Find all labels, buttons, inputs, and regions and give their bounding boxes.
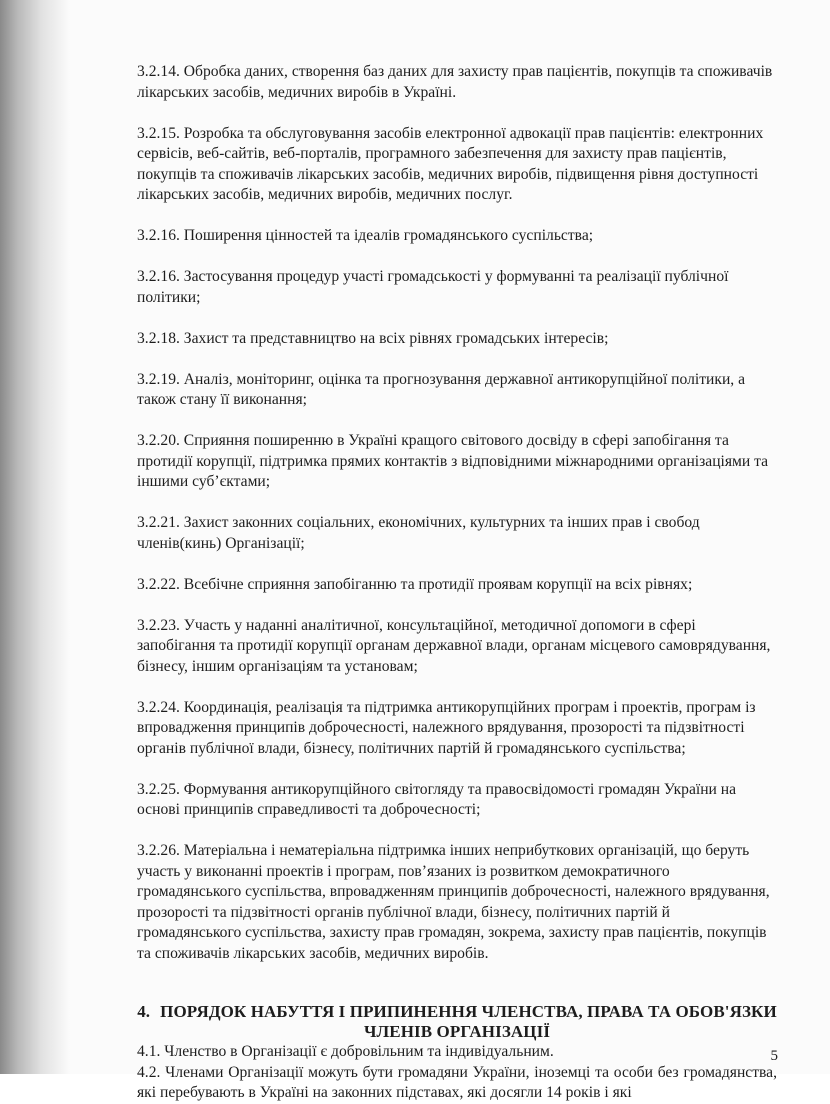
clause-3-2-14 bbox=[137, 62, 777, 103]
clause-text: Формування антикорупційного світогляду та правосвідомості громадян України на основі принципів справедливості та доброчесності; bbox=[137, 780, 737, 818]
clause-number: 4.2. bbox=[137, 1063, 161, 1081]
clause-3-2-26 bbox=[137, 841, 777, 964]
clause-text: Сприяння поширенню в Україні кращого світового досвіду в сфері запобігання та протидії корупції, підтримка прямих контактів з відповідними міжнародними організаціями та іншими суб’єктами; bbox=[137, 432, 769, 490]
clause-number: 3.2.16. bbox=[137, 227, 180, 244]
clause-text: Координація, реалізація та підтримка антикорупційних програм і проектів, програм із впровадження принципів доброчесності, належного врядування, прозорості та підзвітності органів публічної влади, бізнесу, політичних партій й громадянського суспільства; bbox=[137, 698, 756, 757]
scan-shadow-edge bbox=[0, 0, 70, 1074]
clause-number: 3.2.21. bbox=[137, 514, 180, 531]
clause-3-2-23 bbox=[137, 616, 777, 678]
clause-4-1 bbox=[137, 1042, 777, 1063]
clause-text: Поширення цінностей та ідеалів громадянського суспільства; bbox=[183, 227, 594, 244]
clause-3-2-20 bbox=[137, 431, 777, 493]
section-title-text: ПОРЯДОК НАБУТТЯ І ПРИПИНЕННЯ ЧЛЕНСТВА, ПРАВА ТА ОБОВ'ЯЗКИ ЧЛЕНІВ ОРГАНІЗАЦІЇ bbox=[160, 1002, 777, 1041]
clause-number: 3.2.24. bbox=[137, 698, 180, 716]
clause-text: Розробка та обслуговування засобів електронної адвокації прав пацієнтів: електронних сервісів, веб-сайтів, веб-порталів, програмного забезпечення для захисту прав пацієнтів, покупців та споживачів лікарських засобів, медичних виробів, підвищення рівня доступності лікарських засобів, медичних виробів, медичних послуг. bbox=[137, 124, 764, 203]
clause-number: 3.2.23. bbox=[137, 616, 180, 634]
section-number: 4. bbox=[137, 1002, 151, 1021]
page-number: 5 bbox=[770, 1048, 778, 1064]
clause-text: Членами Організації можуть бути громадяни України, іноземці та особи без громадянства, які перебувають в Україні на законних підставах, які досягли 14 років і які bbox=[137, 1063, 777, 1101]
clause-text: Участь у наданні аналітичної, консультаційної, методичної допомоги в сфері запобігання та протидії корупції органам державної влади, органам місцевого самоврядування, бізнесу, іншим організаціям та установам; bbox=[137, 616, 771, 675]
section-heading bbox=[137, 1002, 777, 1042]
clause-4-2 bbox=[137, 1063, 777, 1104]
clause-3-2-19 bbox=[137, 370, 777, 411]
clause-number: 3.2.18. bbox=[137, 329, 180, 347]
clause-text: Захист та представництво на всіх рівнях громадських інтересів; bbox=[183, 329, 609, 347]
clause-number: 3.2.15. bbox=[137, 124, 180, 142]
clause-3-2-16-b bbox=[137, 267, 777, 308]
clause-text: Членство в Організації є добровільним та індивідуальним. bbox=[164, 1043, 554, 1060]
clause-3-2-15 bbox=[137, 124, 777, 206]
clause-number: 3.2.25. bbox=[137, 780, 180, 798]
clause-number: 3.2.19. bbox=[137, 370, 180, 388]
clause-text: Обробка даних, створення баз даних для захисту прав пацієнтів, покупців та споживачів лікарських засобів, медичних виробів в Україні. bbox=[137, 63, 773, 101]
clause-3-2-25 bbox=[137, 780, 777, 821]
clause-3-2-18 bbox=[137, 329, 777, 350]
clause-3-2-24 bbox=[137, 698, 777, 760]
clause-number: 3.2.16. bbox=[137, 268, 180, 285]
clause-text: Застосування процедур участі громадськості у формуванні та реалізації публічної політики; bbox=[137, 268, 729, 306]
document-body bbox=[137, 62, 777, 1104]
clause-number: 3.2.26. bbox=[137, 842, 180, 859]
clause-number: 4.1. bbox=[137, 1043, 161, 1060]
clause-3-2-16-a bbox=[137, 226, 777, 247]
clause-text: Матеріальна і нематеріальна підтримка інших неприбуткових організацій, що беруть участь у виконанні проектів і програм, пов’язаних із розвитком демократичного громадянського суспільства, впровадженням принципів доброчесності, належного врядування, прозорості та підзвітності органів публічної влади, бізнесу, політичних партій й громадянського суспільства, захисту прав громадян, зокрема, захисту прав пацієнтів, покупців та споживачів лікарських засобів, медичних виробів. bbox=[137, 842, 770, 962]
clause-number: 3.2.22. bbox=[137, 575, 180, 593]
clause-text: Аналіз, моніторинг, оцінка та прогнозування державної антикорупційної політики, а також стану її виконання; bbox=[137, 370, 746, 408]
clause-3-2-21 bbox=[137, 513, 777, 554]
clause-3-2-22 bbox=[137, 575, 777, 596]
clause-number: 3.2.14. bbox=[137, 63, 180, 80]
clause-text: Всебічне сприяння запобіганню та протидії проявам корупції на всіх рівнях; bbox=[183, 575, 693, 593]
clause-text: Захист законних соціальних, економічних, культурних та інших прав і свобод членів(кинь) Організації; bbox=[137, 514, 700, 552]
clause-number: 3.2.20. bbox=[137, 432, 180, 449]
